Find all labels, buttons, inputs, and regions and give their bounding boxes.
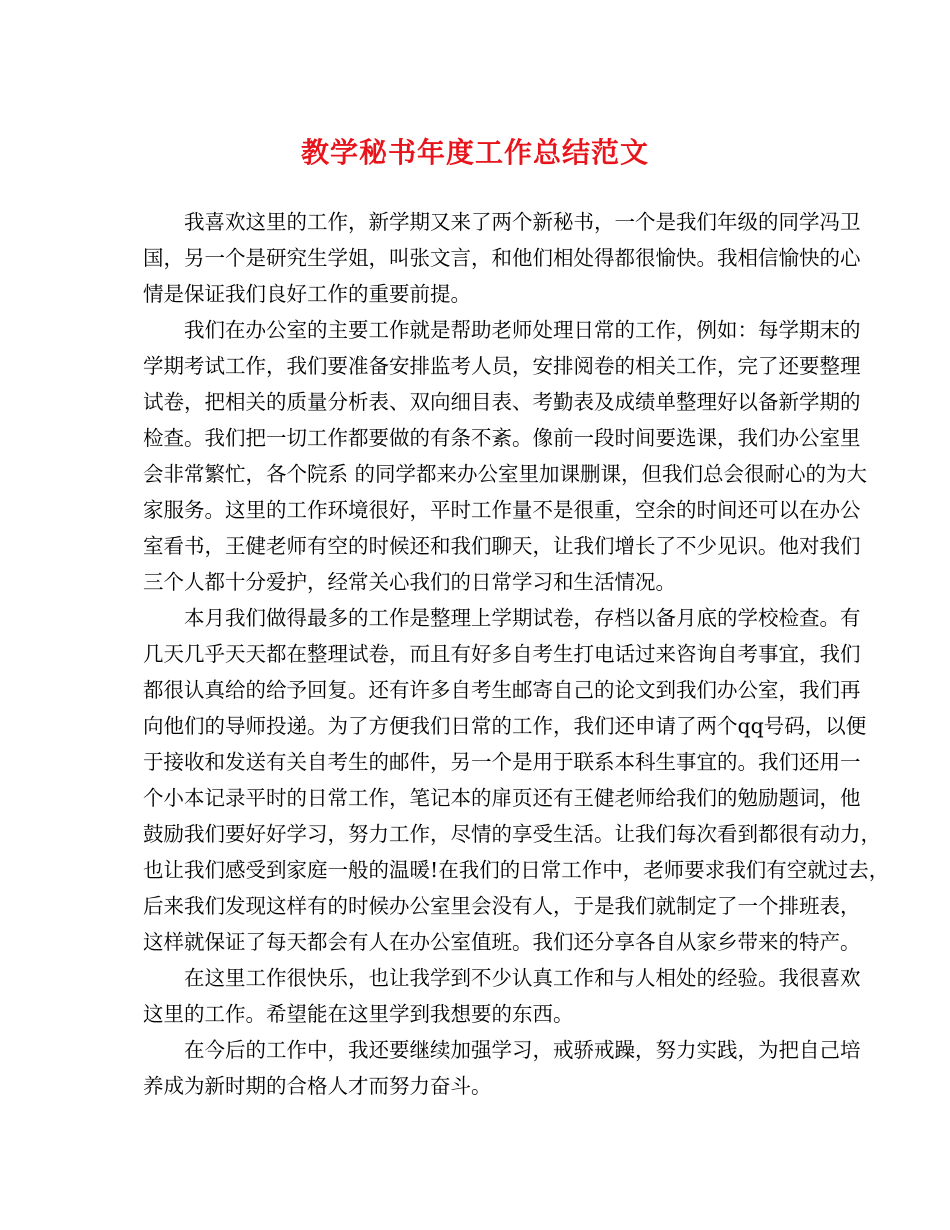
- paragraph: [143, 960, 861, 1032]
- paragraph-line: 后来我们发现这样有的时候办公室里会没有人，于是我们就制定了一个排班表，: [143, 894, 861, 918]
- paragraph-line: 本月我们做得最多的工作是整理上学期试卷，存档以备月底的学校检查。有: [184, 606, 861, 630]
- paragraph-line: 学期考试工作，我们要准备安排监考人员，安排阅卷的相关工作，完了还要整理: [143, 354, 861, 378]
- paragraph-line: 鼓励我们要好好学习，努力工作，尽情的享受生活。让我们每次看到都很有动力，: [143, 822, 881, 846]
- paragraph-line: 在这里工作很快乐，也让我学到不少认真工作和与人相处的经验。我很喜欢: [184, 966, 861, 990]
- paragraph-line: 在今后的工作中，我还要继续加强学习，戒骄戒躁，努力实践，为把自己培: [184, 1038, 861, 1062]
- paragraph-line: 向他们的导师投递。为了方便我们日常的工作，我们还申请了两个qq号码，以便: [143, 714, 867, 738]
- document-body: [143, 204, 890, 1104]
- paragraph-line: 养成为新时期的合格人才而努力奋斗。: [143, 1074, 492, 1098]
- paragraph-line: 家服务。这里的工作环境很好，平时工作量不是很重，空余的时间还可以在办公: [143, 498, 861, 522]
- paragraph-line: 这样就保证了每天都会有人在办公室值班。我们还分享各自从家乡带来的特产。: [143, 930, 861, 954]
- paragraph: [143, 204, 861, 312]
- paragraph: [143, 600, 890, 960]
- paragraph-line: 情是保证我们良好工作的重要前提。: [143, 282, 471, 306]
- paragraph-line: 我喜欢这里的工作，新学期又来了两个新秘书，一个是我们年级的同学冯卫: [184, 210, 861, 234]
- paragraph-line: 几天几乎天天都在整理试卷，而且有好多自考生打电话过来咨询自考事宜，我们: [143, 642, 861, 666]
- paragraph: [143, 312, 868, 600]
- paragraph-line: 于接收和发送有关自考生的邮件，另一个是用于联系本科生事宜的。我们还用一: [143, 750, 861, 774]
- paragraph-line: 都很认真给的给予回复。还有许多自考生邮寄自己的论文到我们办公室，我们再: [143, 678, 861, 702]
- document-title: 教学秘书年度工作总结范文: [300, 136, 649, 169]
- paragraph-line: 三个人都十分爱护，经常关心我们的日常学习和生活情况。: [143, 570, 676, 594]
- paragraph-line: 也让我们感受到家庭一般的温暖!在我们的日常工作中，老师要求我们有空就过去，: [143, 858, 890, 882]
- paragraph-line: 我们在办公室的主要工作就是帮助老师处理日常的工作，例如：每学期末的: [184, 318, 861, 342]
- paragraph-line: 会非常繁忙，各个院系 的同学都来办公室里加课删课，但我们总会很耐心的为大: [143, 462, 868, 486]
- paragraph: [143, 1032, 861, 1104]
- paragraph-line: 这里的工作。希望能在这里学到我想要的东西。: [143, 1002, 574, 1026]
- paragraph-line: 室看书，王健老师有空的时候还和我们聊天，让我们增长了不少见识。他对我们: [143, 534, 861, 558]
- paragraph-line: 国，另一个是研究生学姐，叫张文言，和他们相处得都很愉快。我相信愉快的心: [143, 246, 861, 270]
- paragraph-line: 试卷，把相关的质量分析表、双向细目表、考勤表及成绩单整理好以备新学期的: [143, 390, 861, 414]
- paragraph-line: 个小本记录平时的日常工作，笔记本的扉页还有王健老师给我们的勉励题词，他: [143, 786, 861, 810]
- paragraph-line: 检查。我们把一切工作都要做的有条不紊。像前一段时间要选课，我们办公室里: [143, 426, 861, 450]
